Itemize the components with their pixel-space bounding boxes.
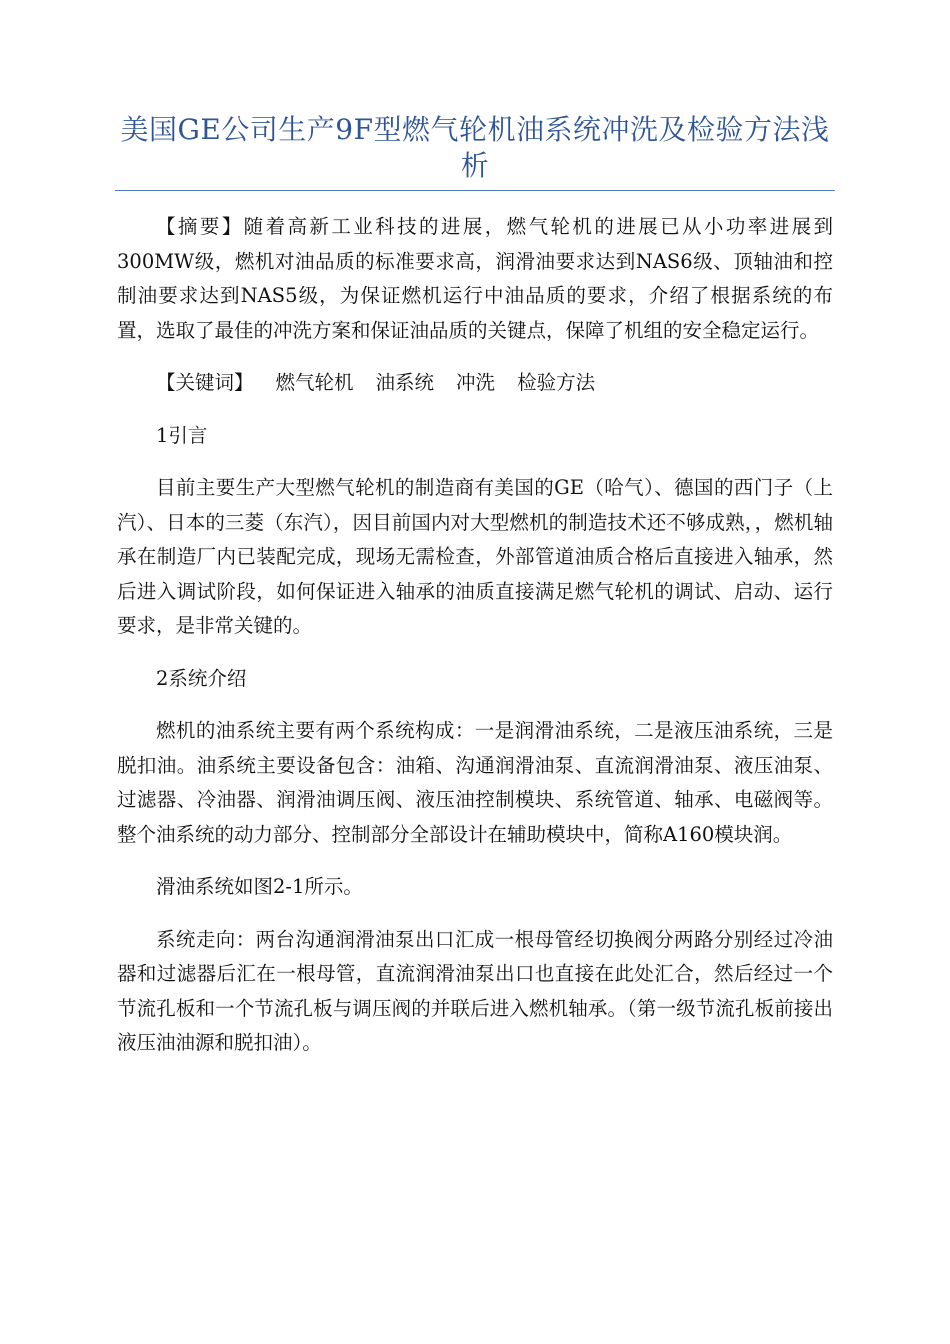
keyword-term: 燃气轮机 <box>275 371 354 394</box>
keyword-term: 油系统 <box>375 371 435 394</box>
figure-reference-paragraph: 滑油系统如图2-1所示。 <box>156 875 363 898</box>
keywords-label: 【关键词】 <box>156 371 254 394</box>
abstract-paragraph: 【摘要】随着高新工业科技的进展，燃气轮机的进展已从小功率进展到300MW级，燃机对油品质的标准要求高，润滑油要求达到NAS6级、顶轴油和控制油要求达到NAS5级，为保证燃机运行中油品质的要求，介绍了根据系统的布置，选取了最佳的冲洗方案和保证油品质的关键点，保障了机组的安全稳定运行。 <box>117 215 833 342</box>
page-title: 美国GE公司生产9F型燃气轮机油系统冲洗及检验方法浅析 <box>120 113 830 182</box>
title-block <box>115 112 835 191</box>
keyword-term: 检验方法 <box>517 371 596 394</box>
system-paragraph: 燃机的油系统主要有两个系统构成：一是润滑油系统，二是液压油系统，三是脱扣油。油系统主要设备包含：油箱、沟通润滑油泵、直流润滑油泵、液压油泵、过滤器、冷油器、润滑油调压阀、液压油控制模块、系统管道、轴承、电磁阀等。整个油系统的动力部分、控制部分全部设计在辅助模块中，简称A160模块润。 <box>117 719 833 846</box>
keyword-term: 冲洗 <box>456 371 496 394</box>
document-body <box>117 210 833 1079</box>
section-heading-introduction: 1引言 <box>156 423 208 447</box>
section-heading-system: 2系统介绍 <box>156 666 247 690</box>
title-underline <box>115 190 835 191</box>
system-flow-paragraph: 系统走向：两台沟通润滑油泵出口汇成一根母管经切换阀分两路分别经过冷油器和过滤器后汇在一根母管，直流润滑油泵出口也直接在此处汇合，然后经过一个节流孔板和一个节流孔板与调压阀的并联后进入燃机轴承。（第一级节流孔板前接出液压油油源和脱扣油）。 <box>117 927 833 1054</box>
keywords-line <box>117 366 833 401</box>
introduction-paragraph: 目前主要生产大型燃气轮机的制造商有美国的GE（哈气）、德国的西门子（上汽）、日本的三菱（东汽），因目前国内对大型燃机的制造技术还不够成熟，，燃机轴承在制造厂内已装配完成，现场无需检查，外部管道油质合格后直接进入轴承，然后进入调试阶段，如何保证进入轴承的油质直接满足燃气轮机的调试、启动、运行要求，是非常关键的。 <box>117 476 833 637</box>
